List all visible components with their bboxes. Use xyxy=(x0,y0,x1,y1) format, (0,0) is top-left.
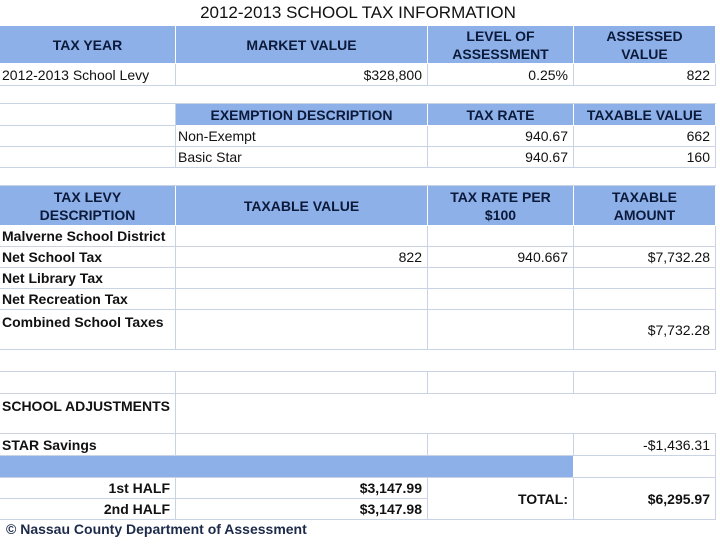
exemption-description: Non-Exempt xyxy=(176,126,428,147)
blue-divider xyxy=(0,456,574,478)
levy-description: Net Recreation Tax xyxy=(0,289,176,310)
total-amount: $6,295.97 xyxy=(574,478,716,520)
second-half-amount: $3,147.98 xyxy=(176,499,428,520)
assessed-value: 822 xyxy=(574,64,716,86)
header-level-of-assessment: LEVEL OF ASSESSMENT xyxy=(428,26,574,64)
tax-year-value: 2012-2013 School Levy xyxy=(0,64,176,86)
copyright-footer: © Nassau County Department of Assessment xyxy=(6,521,307,537)
levy-row xyxy=(0,226,716,247)
school-adjustments-label: SCHOOL ADJUSTMENTS xyxy=(0,394,176,434)
exemption-header-row xyxy=(0,104,716,126)
levy-description: Combined School Taxes xyxy=(0,310,176,350)
exemption-description: Basic Star xyxy=(176,147,428,168)
levy-row xyxy=(0,289,716,310)
header-tax-year: TAX YEAR xyxy=(0,26,176,64)
first-half-amount: $3,147.99 xyxy=(176,478,428,499)
levy-amount: $7,732.28 xyxy=(574,310,716,350)
exemption-rate: 940.67 xyxy=(428,126,574,147)
spacer-row xyxy=(0,350,716,372)
exemption-rate: 940.67 xyxy=(428,147,574,168)
assessment-row xyxy=(0,64,716,86)
first-half-label: 1st HALF xyxy=(0,478,176,499)
header-tax-levy-description: TAX LEVY DESCRIPTION xyxy=(0,186,176,226)
total-row xyxy=(0,478,716,520)
exemption-taxable: 662 xyxy=(574,126,716,147)
levy-description: Net School Tax xyxy=(0,247,176,268)
star-savings-amount: -$1,436.31 xyxy=(574,434,716,456)
header-assessed-value: ASSESSED VALUE xyxy=(574,26,716,64)
header-tax-rate-per-100: TAX RATE PER $100 xyxy=(428,186,574,226)
exemption-row xyxy=(0,126,716,147)
assessment-header-row xyxy=(0,26,716,64)
header-tax-rate: TAX RATE xyxy=(428,104,574,126)
total-label: TOTAL: xyxy=(428,478,574,520)
header-market-value: MARKET VALUE xyxy=(176,26,428,64)
levy-row xyxy=(0,310,716,350)
star-savings-label: STAR Savings xyxy=(0,434,176,456)
levy-taxable-value: 822 xyxy=(176,247,428,268)
exemption-taxable: 160 xyxy=(574,147,716,168)
adjustments-row xyxy=(0,394,716,434)
header-taxable-value: TAXABLE VALUE xyxy=(574,104,716,126)
levy-description: Malverne School District xyxy=(0,226,176,247)
level-of-assessment: 0.25% xyxy=(428,64,574,86)
page-title: 2012-2013 SCHOOL TAX INFORMATION xyxy=(200,3,516,22)
header-exemption-description: EXEMPTION DESCRIPTION xyxy=(176,104,428,126)
levy-rate: 940.667 xyxy=(428,247,574,268)
exemption-row xyxy=(0,147,716,168)
header-taxable-amount: TAXABLE AMOUNT xyxy=(574,186,716,226)
blank-row xyxy=(0,372,716,394)
levy-row xyxy=(0,247,716,268)
second-half-label: 2nd HALF xyxy=(0,499,176,520)
levy-row xyxy=(0,268,716,289)
star-savings-row xyxy=(0,434,716,456)
spacer-row xyxy=(0,168,716,186)
header-levy-taxable-value: TAXABLE VALUE xyxy=(176,186,428,226)
levy-amount: $7,732.28 xyxy=(574,247,716,268)
spacer-row xyxy=(0,86,716,104)
levy-description: Net Library Tax xyxy=(0,268,176,289)
levy-header-row xyxy=(0,186,716,226)
market-value: $328,800 xyxy=(176,64,428,86)
blue-divider-row xyxy=(0,456,716,478)
